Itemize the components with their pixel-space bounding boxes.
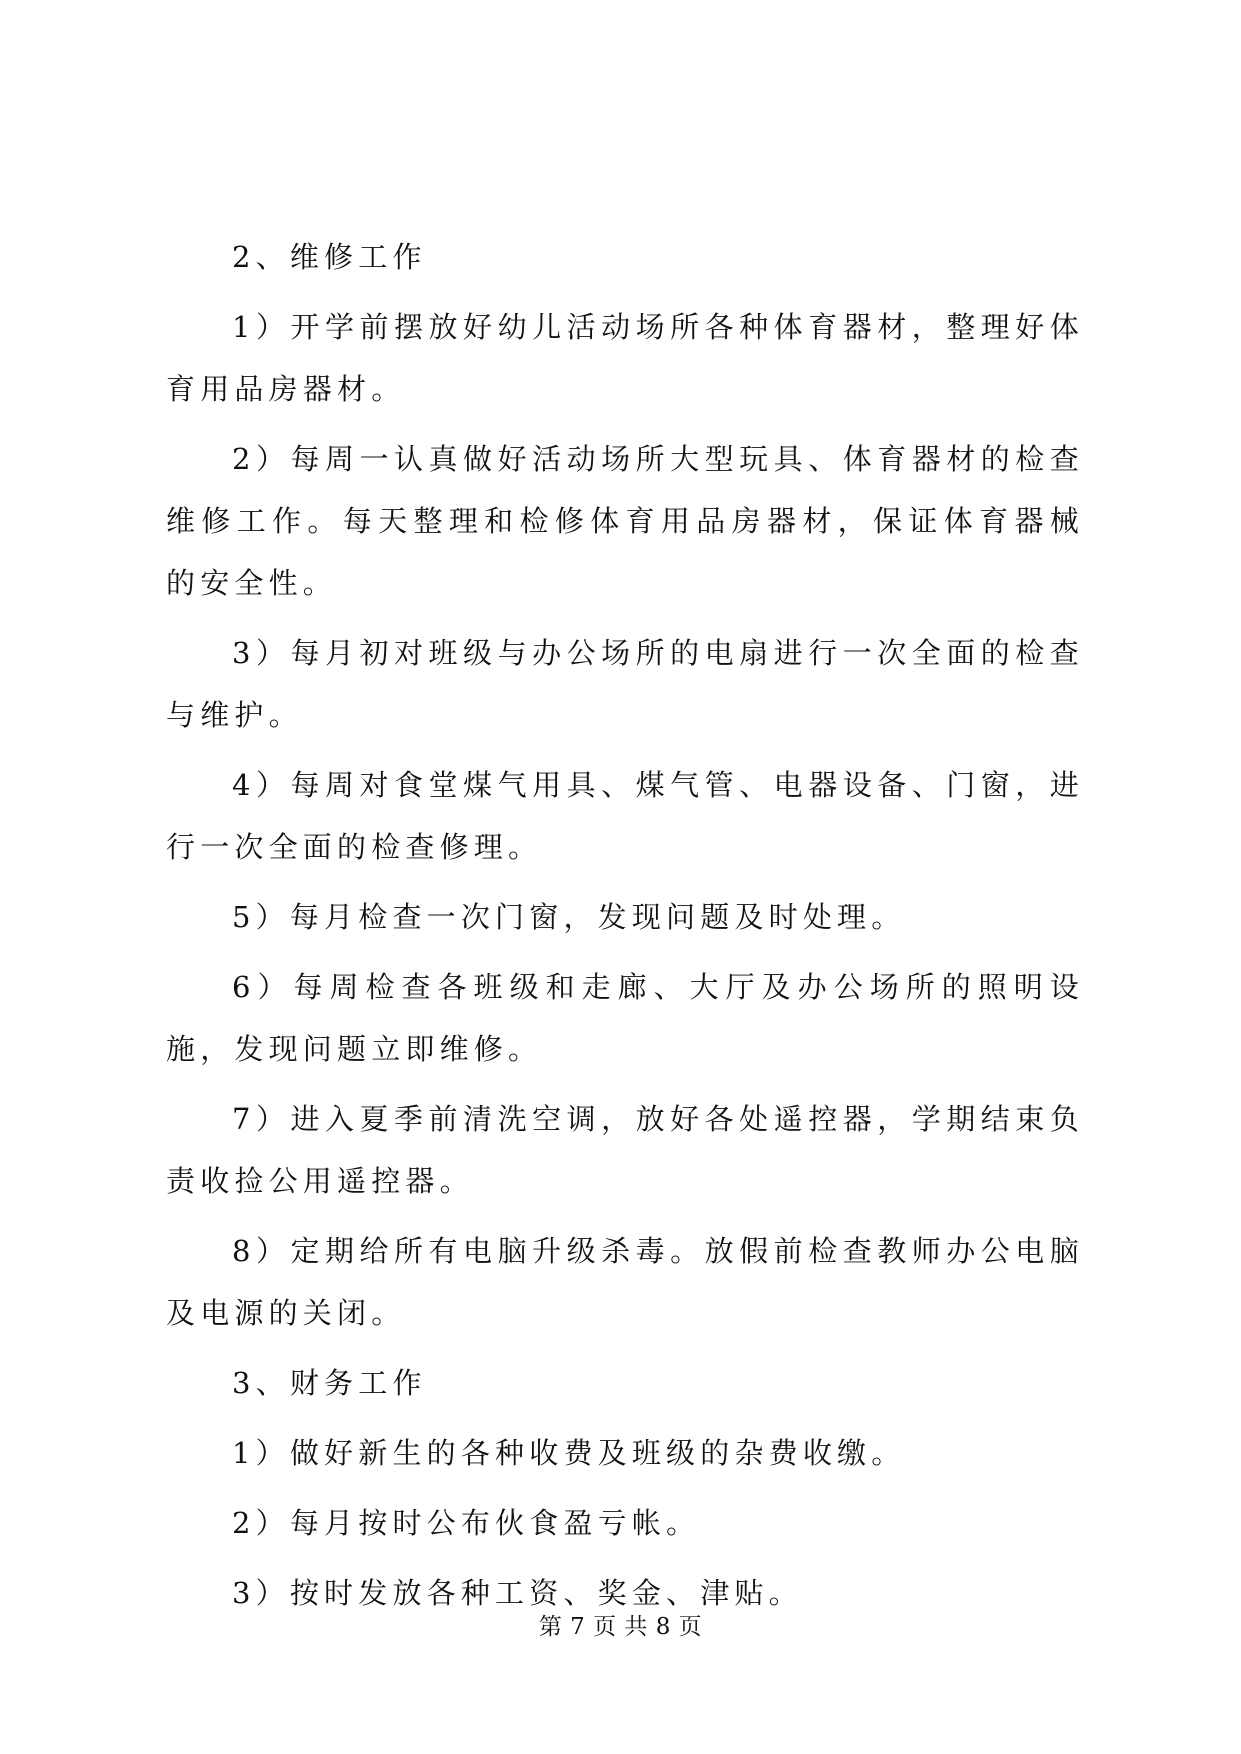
- paragraph-item: 1）开学前摆放好幼儿活动场所各种体育器材，整理好体育用品房器材。: [166, 310, 1084, 406]
- paragraph-item: 6）每周检查各班级和走廊、大厅及办公场所的照明设施，发现问题立即维修。: [166, 970, 1084, 1066]
- paragraph-item: 5）每月检查一次门窗，发现问题及时处理。: [232, 900, 906, 934]
- paragraph-item: 1）做好新生的各种收费及班级的杂费收缴。: [232, 1436, 906, 1470]
- section-heading-maintenance: 2、维修工作: [232, 240, 427, 274]
- paragraph-item: 7）进入夏季前清洗空调，放好各处遥控器，学期结束负责收捡公用遥控器。: [166, 1102, 1084, 1198]
- paragraph-item: 3）每月初对班级与办公场所的电扇进行一次全面的检查与维护。: [166, 636, 1084, 732]
- page-number-footer: 第 7 页 共 8 页: [538, 1614, 703, 1640]
- section-heading-finance: 3、财务工作: [232, 1366, 427, 1400]
- paragraph-item: 2）每周一认真做好活动场所大型玩具、体育器材的检查维修工作。每天整理和检修体育用品房器材，保证体育器械的安全性。: [166, 442, 1084, 600]
- paragraph-item: 4）每周对食堂煤气用具、煤气管、电器设备、门窗，进行一次全面的检查修理。: [166, 768, 1084, 864]
- paragraph-item: 3）按时发放各种工资、奖金、津贴。: [232, 1576, 803, 1610]
- paragraph-item: 8）定期给所有电脑升级杀毒。放假前检查教师办公电脑及电源的关闭。: [166, 1234, 1084, 1330]
- document-body: [166, 226, 1084, 1632]
- paragraph-item: 2）每月按时公布伙食盈亏帐。: [232, 1506, 701, 1540]
